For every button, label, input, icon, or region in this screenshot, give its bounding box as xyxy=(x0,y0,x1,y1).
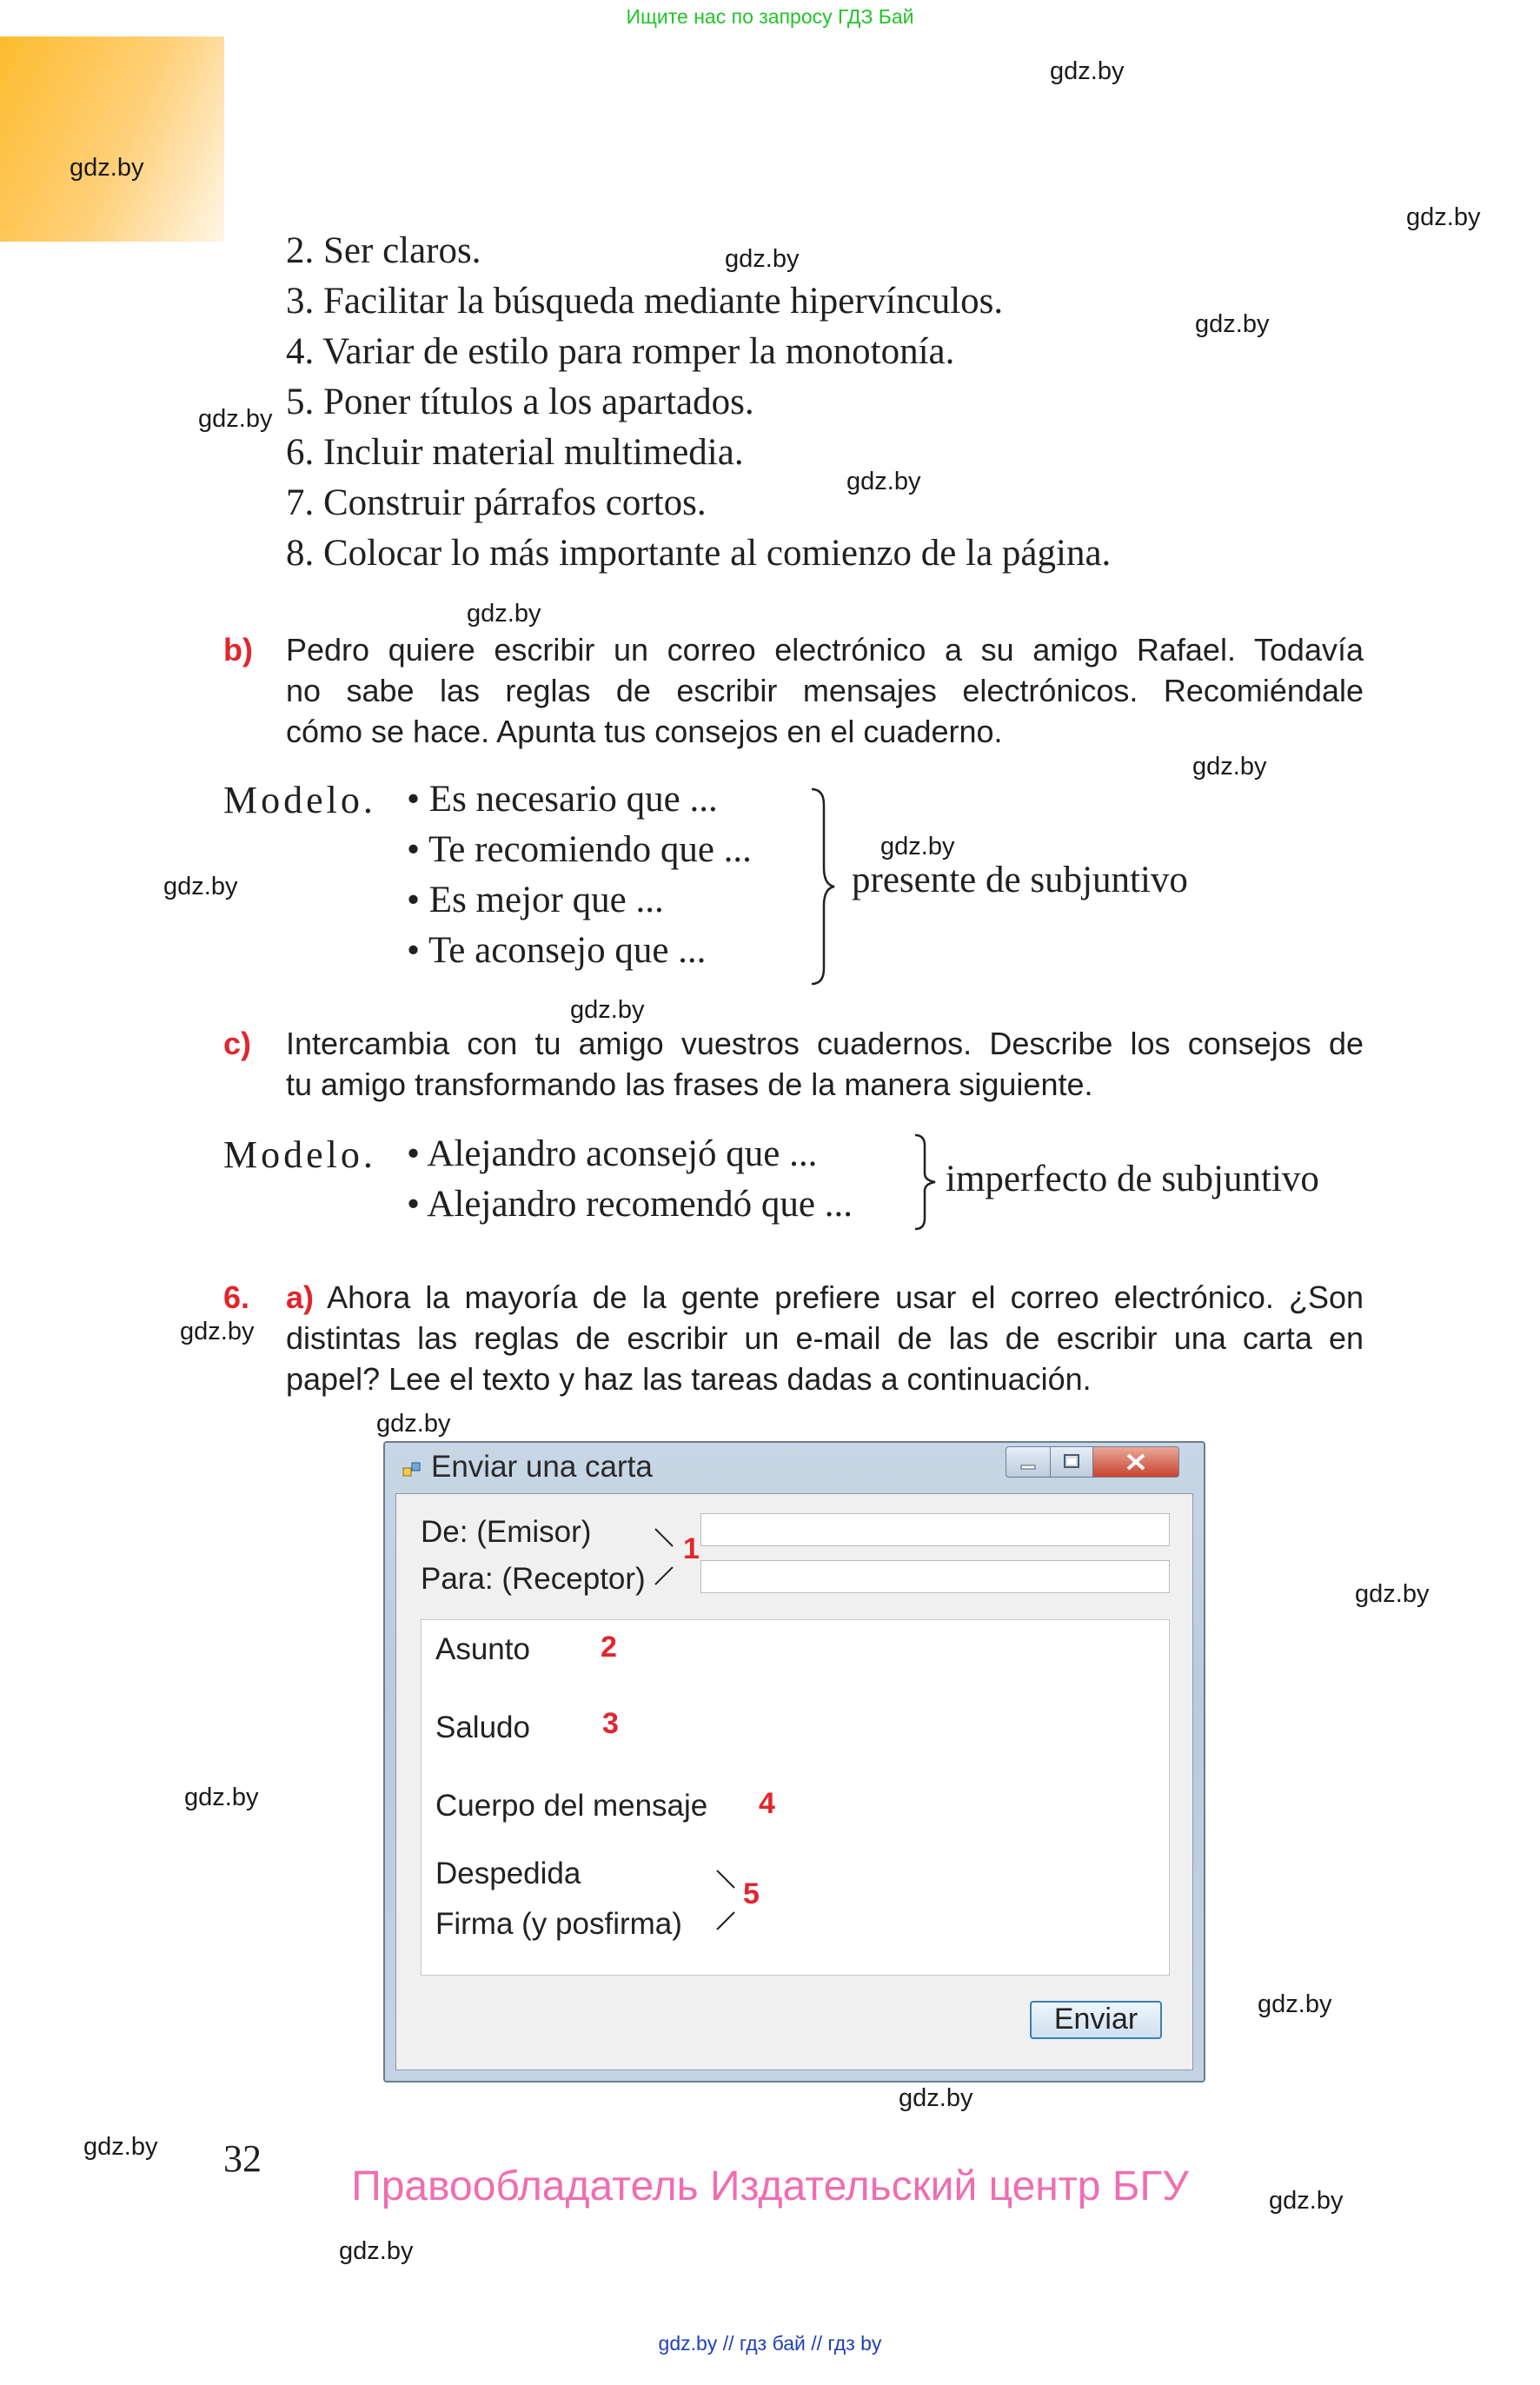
bracket-lines xyxy=(714,1863,740,1937)
curly-brace xyxy=(913,1133,939,1231)
copyright-notice: Правообладатель Издательский центр БГУ xyxy=(351,2163,1189,2209)
maximize-icon xyxy=(1051,1447,1092,1477)
curly-brace xyxy=(808,787,838,986)
watermark: gdz.by xyxy=(163,873,238,900)
watermark: gdz.by xyxy=(339,2237,414,2265)
paragraph-line: cómo se hace. Apunta tus consejos en el cuaderno. xyxy=(286,714,1003,749)
brace-label: imperfecto de subjuntivo xyxy=(946,1159,1319,1199)
to-label: Para: (Receptor) xyxy=(421,1562,646,1596)
paragraph-line: Intercambia con tu amigo vuestros cuadernos. Describe los consejos de xyxy=(286,1026,1364,1061)
modelo-label: Modelo. xyxy=(223,1133,376,1176)
paragraph-line: no sabe las reglas de escribir mensajes electrónicos. Recomiéndale xyxy=(286,673,1364,708)
paragraph-line-text: Ahora la mayoría de la gente prefiere usar el correo electrónico. ¿Son xyxy=(327,1279,1364,1315)
corner-decoration xyxy=(0,37,224,242)
subject-label: Asunto xyxy=(435,1632,530,1666)
model-bullet: • Es necesario que ... xyxy=(407,779,718,820)
watermark: gdz.by xyxy=(846,468,921,495)
paragraph-line xyxy=(286,1277,1364,1318)
paragraph-line: distintas las reglas de escribir un e-mail de las de escribir una carta en xyxy=(286,1320,1364,1356)
exercise-number: 6. xyxy=(223,1279,250,1315)
from-label: De: (Emisor) xyxy=(421,1515,592,1549)
watermark: gdz.by xyxy=(184,1784,259,1811)
section-b-label: b) xyxy=(223,632,253,668)
marker-number: 5 xyxy=(743,1877,760,1910)
section-b-paragraph xyxy=(286,629,1364,752)
watermark: gdz.by xyxy=(899,2084,973,2112)
list-item: 7. Construir párrafos cortos. xyxy=(286,482,707,523)
window-client-area xyxy=(395,1493,1193,2070)
watermark: gdz.by xyxy=(180,1318,255,1345)
watermark: gdz.by xyxy=(1258,1990,1332,2018)
modelo-label: Modelo. xyxy=(223,779,376,821)
message-body-panel[interactable] xyxy=(421,1619,1170,1976)
paragraph-line: Pedro quiere escribir un correo electrónico a su amigo Rafael. Todavía xyxy=(286,632,1364,668)
watermark: gdz.by xyxy=(1406,203,1481,231)
maximize-button[interactable] xyxy=(1050,1446,1093,1478)
window-titlebar xyxy=(385,1443,1204,1491)
from-field[interactable] xyxy=(700,1513,1170,1546)
bottom-links-note: gdz.by // гдз бай // гдз by xyxy=(658,2332,882,2355)
exercise-6-label: a) xyxy=(286,1279,315,1315)
list-item: 2. Ser claros. xyxy=(286,230,481,271)
marker-number: 3 xyxy=(602,1707,619,1740)
list-item: 8. Colocar lo más importante al comienzo de la página. xyxy=(286,533,1112,574)
exercise-6-paragraph xyxy=(286,1277,1364,1399)
watermark: gdz.by xyxy=(376,1410,451,1438)
marker-number: 2 xyxy=(601,1631,617,1664)
watermark: gdz.by xyxy=(570,996,645,1024)
model-bullet: • Alejandro aconsejó que ... xyxy=(407,1133,818,1174)
section-c-label: c) xyxy=(223,1026,252,1061)
watermark: gdz.by xyxy=(1195,310,1270,338)
close-button[interactable] xyxy=(1092,1446,1179,1478)
paragraph-line: tu amigo transformando las frases de la manera siguiente. xyxy=(286,1066,1093,1102)
email-window xyxy=(383,1441,1205,2083)
list-item: 4. Variar de estilo para romper la monotonía. xyxy=(286,331,955,372)
section-c-paragraph xyxy=(286,1023,1364,1105)
watermark: gdz.by xyxy=(83,2133,158,2161)
list-item: 3. Facilitar la búsqueda mediante hipervínculos. xyxy=(286,281,1004,322)
watermark: gdz.by xyxy=(725,245,800,273)
model-bullet: • Te aconsejo que ... xyxy=(407,930,707,971)
top-search-note: Ищите нас по запросу ГДЗ Бай xyxy=(626,5,914,28)
brace-label: presente de subjuntivo xyxy=(852,860,1188,900)
watermark: gdz.by xyxy=(198,405,273,433)
send-button[interactable]: Enviar xyxy=(1030,2001,1162,2039)
signature-label: Firma (y posfirma) xyxy=(435,1907,682,1941)
watermark: gdz.by xyxy=(70,154,144,182)
minimize-icon xyxy=(1006,1447,1050,1477)
marker-number: 1 xyxy=(683,1532,700,1565)
greeting-label: Saludo xyxy=(435,1711,530,1744)
page-number: 32 xyxy=(223,2137,262,2180)
watermark: gdz.by xyxy=(1355,1580,1430,1608)
body-label: Cuerpo del mensaje xyxy=(435,1789,708,1823)
to-field[interactable] xyxy=(700,1560,1170,1593)
model-bullet: • Alejandro recomendó que ... xyxy=(407,1184,853,1225)
window-title: Enviar una carta xyxy=(431,1450,653,1484)
watermark: gdz.by xyxy=(1269,2187,1344,2215)
watermark: gdz.by xyxy=(1050,57,1125,85)
list-item: 6. Incluir material multimedia. xyxy=(286,432,744,473)
watermark: gdz.by xyxy=(1192,753,1267,781)
bracket-lines xyxy=(654,1522,680,1591)
list-item: 5. Poner títulos a los apartados. xyxy=(286,382,754,422)
close-icon xyxy=(1093,1447,1178,1477)
app-icon xyxy=(402,1460,422,1479)
paragraph-line: papel? Lee el texto y haz las tareas dadas a continuación. xyxy=(286,1361,1092,1397)
watermark: gdz.by xyxy=(467,600,541,628)
farewell-label: Despedida xyxy=(435,1857,581,1890)
minimize-button[interactable] xyxy=(1006,1446,1051,1478)
model-bullet: • Es mejor que ... xyxy=(407,880,664,920)
model-bullet: • Te recomiendo que ... xyxy=(407,829,752,870)
marker-number: 4 xyxy=(759,1787,775,1820)
watermark: gdz.by xyxy=(880,833,955,860)
